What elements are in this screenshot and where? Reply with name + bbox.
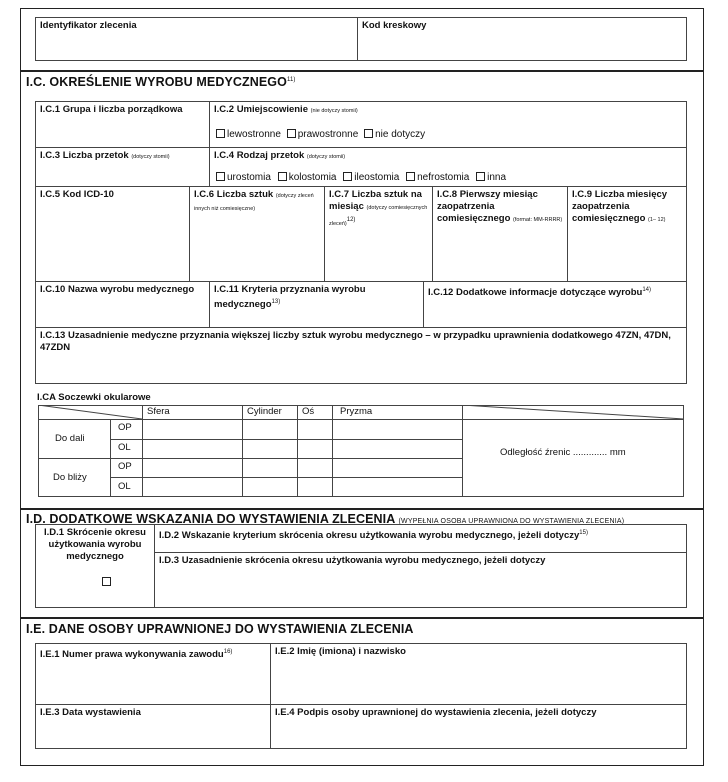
- c9-field[interactable]: [567, 186, 687, 282]
- d1-checkbox[interactable]: [102, 577, 111, 586]
- c7-label: [325, 187, 432, 232]
- label-ol-far: OL: [118, 442, 131, 453]
- d2-field[interactable]: [154, 524, 687, 553]
- barcode-label: Kod kreskowy: [362, 20, 427, 31]
- d2-ref: 15): [579, 530, 588, 536]
- e2-field[interactable]: [270, 643, 687, 705]
- c11-ref: 13): [271, 299, 281, 305]
- c8-field[interactable]: [432, 186, 568, 282]
- order-id-field[interactable]: [35, 17, 358, 61]
- c12-field[interactable]: [423, 281, 687, 328]
- barcode-field[interactable]: [357, 17, 687, 61]
- lens-hline-1: [38, 419, 462, 420]
- order-id-label: Identyfikator zlecenia: [40, 20, 137, 31]
- section-d-title-text: I.D. DODATKOWE WSKAZANIA DO WYSTAWIENIA ZLECENIA: [26, 512, 395, 526]
- e2-label: I.E.2 Imię (imiona) i nazwisko: [275, 646, 406, 657]
- c4-nefro-checkbox[interactable]: [406, 172, 415, 181]
- section-c-divider: [20, 70, 704, 72]
- c12-label-text: I.C.12 Dodatkowe informacje dotyczące wyrobu: [428, 287, 643, 299]
- section-c-title-text: I.C. OKREŚLENIE WYROBU MEDYCZNEGO: [26, 75, 287, 89]
- c6-label-text: I.C.6 Liczba sztuk: [194, 189, 274, 200]
- c9-note: (1– 12): [648, 217, 666, 223]
- c2-label-text: I.C.2 Umiejscowienie: [214, 104, 308, 115]
- c4-option-ileo: ileostomia: [354, 172, 400, 183]
- e4-field[interactable]: [270, 704, 687, 749]
- c5-field[interactable]: [35, 186, 190, 282]
- c2-left-checkbox[interactable]: [216, 129, 225, 138]
- c4-note: (dotyczy stomii): [306, 154, 346, 160]
- lens-table: [38, 405, 684, 497]
- lens-vline-6: [462, 405, 463, 497]
- c2-label: [210, 102, 686, 119]
- section-c-title: [26, 75, 296, 89]
- lens-diagonal: [38, 405, 142, 419]
- c2-option-right: prawostronne: [297, 129, 359, 140]
- header-sfera: Sfera: [147, 406, 170, 417]
- ca-title: I.CA Soczewki okularowe: [37, 392, 151, 403]
- d1-field: [35, 524, 155, 608]
- c6-field[interactable]: [189, 186, 325, 282]
- c8-note: (format: MM-RRRR): [513, 217, 563, 223]
- c8-label: [433, 187, 567, 228]
- c12-label: [424, 282, 686, 301]
- c4-inna-checkbox[interactable]: [476, 172, 485, 181]
- c4-ileo-checkbox[interactable]: [343, 172, 352, 181]
- c3-label-text: I.C.3 Liczba przetok: [40, 150, 129, 161]
- pupil-distance[interactable]: Odległość źrenic ............. mm: [500, 447, 626, 458]
- lens-hline-2: [110, 439, 462, 440]
- pupil-diagonal: [462, 405, 684, 419]
- d3-label: I.D.3 Uzasadnienie skrócenia okresu użytkowania wyrobu medycznego, jeżeli dotyczy: [159, 555, 546, 566]
- c9-label: [568, 187, 686, 228]
- d3-field[interactable]: [154, 552, 687, 608]
- c10-label: I.C.10 Nazwa wyrobu medycznego: [40, 284, 195, 295]
- c5-label: I.C.5 Kod ICD-10: [40, 189, 114, 200]
- c4-label-text: I.C.4 Rodzaj przetok: [214, 150, 305, 161]
- c2-na-checkbox[interactable]: [364, 129, 373, 138]
- label-do-blizy: Do bliży: [53, 472, 87, 483]
- c2-note: (nie dotyczy stomii): [310, 108, 358, 114]
- c2-option-left: lewostronne: [227, 129, 281, 140]
- c3-field[interactable]: [35, 147, 210, 187]
- section-c-ref: 11): [286, 76, 296, 83]
- c11-field[interactable]: [209, 281, 424, 328]
- c7-label-text: I.C.7 Liczba sztuk na miesiąc: [329, 189, 422, 212]
- c11-label: [210, 282, 423, 313]
- c4-uro-checkbox[interactable]: [216, 172, 225, 181]
- section-d-note: (WYPEŁNIA OSOBA UPRAWNIONA DO WYSTAWIENIA ZLECENIA): [398, 518, 625, 525]
- c1-field[interactable]: [35, 101, 210, 148]
- e1-label-text: I.E.1 Numer prawa wykonywania zawodu: [40, 649, 224, 661]
- lens-vline-5: [332, 405, 333, 497]
- section-d-divider: [20, 508, 704, 510]
- c13-label: I.C.13 Uzasadnienie medyczne przyznania większej liczby sztuk wyrobu medycznego – w przypadku uprawnienia dodatkowego 47ZN, 47DN, 47ZDN: [40, 330, 671, 353]
- e1-ref: 16): [223, 649, 233, 655]
- c2-options: [216, 129, 425, 140]
- c1-label: I.C.1 Grupa i liczba porządkowa: [40, 104, 183, 115]
- section-e-divider: [20, 617, 704, 619]
- e4-label: I.E.4 Podpis osoby uprawnionej do wystawienia zlecenia, jeżeli dotyczy: [275, 707, 597, 718]
- c10-field[interactable]: [35, 281, 210, 328]
- c6-label: [190, 187, 324, 217]
- d1-label: I.D.1 Skrócenie okresu użytkowania wyrobu medycznego: [44, 527, 146, 562]
- c7-ref: 12): [346, 217, 356, 223]
- c8-label-text: I.C.8 Pierwszy miesiąc zaopatrzenia comiesięcznego: [437, 189, 538, 224]
- lens-vline-3: [242, 405, 243, 497]
- c2-option-na: nie dotyczy: [375, 129, 426, 140]
- lens-vline-2: [142, 405, 143, 497]
- c4-field: [209, 147, 687, 187]
- e1-field[interactable]: [35, 643, 271, 705]
- section-e-title: I.E. DANE OSOBY UPRAWNIONEJ DO WYSTAWIENIA ZLECENIA: [26, 622, 414, 636]
- c12-ref: 14): [642, 287, 652, 293]
- c7-field[interactable]: [324, 186, 433, 282]
- c6-note: (dotyczy zleceń innych niż comiesięczne): [194, 193, 314, 212]
- c4-kolo-checkbox[interactable]: [278, 172, 287, 181]
- label-ol-near: OL: [118, 481, 131, 492]
- c4-option-nefro: nefrostomia: [417, 172, 470, 183]
- c4-option-uro: urostomia: [227, 172, 271, 183]
- c13-field[interactable]: [35, 327, 687, 384]
- lens-hline-4: [110, 477, 462, 478]
- header-os: Oś: [302, 406, 315, 417]
- c2-right-checkbox[interactable]: [287, 129, 296, 138]
- c4-options: [216, 172, 506, 183]
- e3-label: I.E.3 Data wystawienia: [40, 707, 141, 718]
- c4-label: [210, 148, 686, 165]
- header-cylinder: Cylinder: [247, 406, 282, 417]
- c3-note: (dotyczy stomii): [131, 154, 170, 160]
- lens-hline-3: [38, 458, 462, 459]
- d2-label-text: I.D.2 Wskazanie kryterium skrócenia okresu użytkowania wyrobu medycznego, jeżeli dotyczy: [159, 530, 580, 542]
- label-do-dali: Do dali: [55, 433, 85, 444]
- c9-label-text: I.C.9 Liczba miesięcy zaopatrzenia comiesięcznego: [572, 189, 668, 224]
- c4-option-inna: inna: [487, 172, 507, 183]
- c11-label-text: I.C.11 Kryteria przyznania wyrobu medycznego: [214, 284, 366, 311]
- d2-label: [155, 525, 686, 544]
- e3-field[interactable]: [35, 704, 271, 749]
- header-pryzma: Pryzma: [340, 406, 373, 417]
- label-op-near: OP: [118, 461, 132, 472]
- lens-vline-1: [110, 419, 111, 497]
- label-op-far: OP: [118, 422, 132, 433]
- e1-label: [36, 644, 270, 663]
- c2-field: [209, 101, 687, 148]
- lens-vline-4: [297, 405, 298, 497]
- c3-label: [36, 148, 209, 165]
- c7-note: (dotyczy comiesięcznych zleceń): [329, 205, 428, 228]
- pupil-hline: [462, 419, 684, 420]
- c4-option-kolo: kolostomia: [288, 172, 337, 183]
